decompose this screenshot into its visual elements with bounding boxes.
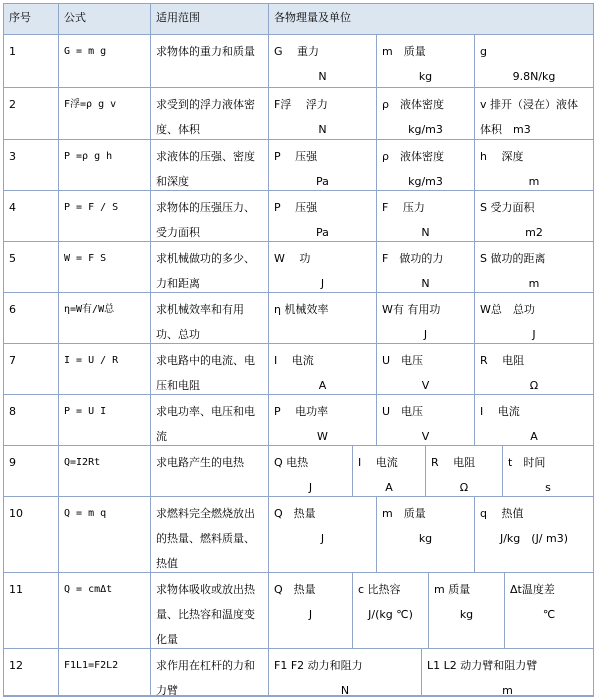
row-formula: F1L1=F2L2	[59, 649, 151, 696]
quantity-cell	[269, 191, 377, 242]
row-formula: G = m g	[59, 35, 151, 88]
quantity-cell	[475, 344, 593, 395]
row-scope: 求液体的压强、密度和深度	[151, 140, 269, 191]
row-formula: F浮=ρ g v	[59, 88, 151, 140]
quantity-unit: kg	[418, 70, 433, 83]
quantity-symbol: W 功	[274, 252, 311, 265]
row-number: 11	[4, 573, 59, 649]
quantity-unit: V	[421, 379, 430, 392]
row-number: 7	[4, 344, 59, 395]
quantity-unit: kg	[459, 608, 474, 621]
quantity-cell	[377, 140, 475, 191]
quantity-symbol: t 时间	[508, 456, 546, 469]
quantity-cell	[475, 497, 593, 573]
quantity-cell	[475, 191, 593, 242]
quantity-cell	[377, 293, 475, 344]
quantity-unit: J	[532, 328, 536, 341]
quantity-unit: N	[340, 684, 350, 696]
quantity-cell	[377, 395, 475, 446]
quantity-symbol: g	[480, 45, 487, 58]
quantity-unit: kg/m3	[408, 123, 443, 136]
header-scope: 适用范围	[151, 4, 269, 35]
row-scope: 求机械做功的多少、力和距离	[151, 242, 269, 293]
quantity-symbol: ρ 液体密度	[382, 150, 444, 163]
quantity-unit: J/kg (J/ m3)	[499, 532, 569, 545]
quantity-cell	[269, 497, 377, 573]
quantity-symbol: F浮 浮力	[274, 98, 328, 111]
quantity-unit: J/(kg ℃)	[368, 608, 413, 621]
row-formula: Q = cmΔt	[59, 573, 151, 649]
row-scope: 求机械效率和有用功、总功	[151, 293, 269, 344]
quantity-unit: Pa	[316, 175, 329, 188]
row-number: 3	[4, 140, 59, 191]
row-number: 1	[4, 35, 59, 88]
row-scope: 求燃料完全燃烧放出的热量、燃料质量、热值	[151, 497, 269, 573]
quantity-unit: N	[318, 123, 327, 136]
quantity-cell	[429, 573, 505, 649]
quantity-cell	[269, 395, 377, 446]
quantity-cell	[269, 446, 353, 497]
quantity-unit: Ω	[459, 481, 469, 494]
quantity-unit: J	[320, 277, 325, 290]
quantity-unit: m	[502, 684, 513, 696]
quantity-cell	[353, 446, 426, 497]
quantity-cell	[269, 649, 422, 696]
quantity-unit: N	[421, 277, 430, 290]
quantity-unit: V	[421, 430, 430, 443]
quantity-unit: N	[318, 70, 327, 83]
row-formula: P = F / S	[59, 191, 151, 242]
quantity-symbol: W有 有用功	[382, 303, 441, 316]
quantity-cell	[475, 88, 593, 140]
quantity-symbol: U 电压	[382, 405, 424, 418]
quantity-unit: A	[318, 379, 327, 392]
quantity-symbol: R 电阻	[480, 354, 525, 367]
quantity-symbol: F1 F2 动力和阻力	[274, 659, 363, 672]
quantity-unit: J	[423, 328, 428, 341]
quantity-symbol: F 压力	[382, 201, 425, 214]
quantity-symbol: S 做功的距离	[480, 252, 546, 265]
quantity-cell	[377, 497, 475, 573]
header-quantities: 各物理量及单位	[269, 4, 593, 35]
quantity-symbol: q 热值	[480, 507, 524, 520]
row-scope: 求电路中的电流、电压和电阻	[151, 344, 269, 395]
quantity-cell	[503, 446, 593, 497]
quantity-cell	[269, 140, 377, 191]
row-scope: 求电路产生的电热	[151, 446, 269, 497]
quantity-cell	[269, 35, 377, 88]
quantity-symbol: W总 总功	[480, 303, 535, 316]
row-number: 6	[4, 293, 59, 344]
row-scope: 求物体吸收或放出热量、比热容和温度变化量	[151, 573, 269, 649]
quantity-symbol: G 重力	[274, 45, 320, 58]
quantity-cell	[377, 88, 475, 140]
quantity-cell	[475, 140, 593, 191]
quantity-cell	[422, 649, 593, 696]
quantity-symbol: m 质量	[382, 507, 426, 520]
quantity-symbol: I 电流	[274, 354, 314, 367]
quantity-cell	[353, 573, 429, 649]
quantity-cell	[475, 395, 593, 446]
quantity-symbol: I 电流	[480, 405, 520, 418]
quantity-symbol: Q 热量	[274, 507, 316, 520]
row-number: 2	[4, 88, 59, 140]
quantity-unit: J	[308, 481, 313, 494]
quantity-symbol: Q 热量	[274, 583, 316, 596]
quantity-unit: J	[320, 532, 325, 545]
quantity-cell	[269, 344, 377, 395]
quantity-symbol: Q 电热	[274, 456, 309, 469]
quantity-cell	[475, 293, 593, 344]
quantity-cell	[475, 242, 593, 293]
row-number: 8	[4, 395, 59, 446]
quantity-unit: m	[528, 175, 540, 188]
row-number: 9	[4, 446, 59, 497]
physics-formula-table	[3, 3, 594, 697]
quantity-symbol: P 压强	[274, 150, 318, 163]
row-scope: 求物体的重力和质量	[151, 35, 269, 88]
row-number: 4	[4, 191, 59, 242]
quantity-unit: A	[385, 481, 393, 494]
header-number: 序号	[4, 4, 59, 35]
quantity-unit: m	[528, 277, 540, 290]
quantity-cell	[377, 35, 475, 88]
quantity-cell	[377, 242, 475, 293]
quantity-cell	[377, 191, 475, 242]
row-number: 5	[4, 242, 59, 293]
row-formula: P =ρ g h	[59, 140, 151, 191]
quantity-cell	[269, 573, 353, 649]
quantity-cell	[426, 446, 503, 497]
quantity-symbol: m 质量	[382, 45, 426, 58]
quantity-symbol: L1 L2 动力臂和阻力臂	[427, 659, 538, 672]
quantity-unit: Ω	[529, 379, 539, 392]
quantity-symbol: I 电流	[358, 456, 398, 469]
row-scope: 求作用在杠杆的力和力臂	[151, 649, 269, 696]
row-formula: η=W有/W总	[59, 293, 151, 344]
row-formula: Q=I2Rt	[59, 446, 151, 497]
row-formula: I = U / R	[59, 344, 151, 395]
quantity-cell	[269, 293, 377, 344]
row-formula: Q = m q	[59, 497, 151, 573]
quantity-unit: m2	[525, 226, 543, 239]
row-scope: 求物体的压强压力、受力面积	[151, 191, 269, 242]
quantity-symbol: v 排开（浸在）液体体积 m3	[480, 98, 579, 136]
quantity-cell	[475, 35, 593, 88]
quantity-unit: Pa	[316, 226, 329, 239]
quantity-unit: 9.8N/kg	[512, 70, 556, 83]
quantity-cell	[377, 344, 475, 395]
row-number: 10	[4, 497, 59, 573]
quantity-unit: kg	[418, 532, 433, 545]
quantity-symbol: m 质量	[434, 583, 471, 596]
quantity-cell	[505, 573, 593, 649]
quantity-cell	[269, 88, 377, 140]
quantity-symbol: η 机械效率	[274, 303, 329, 316]
quantity-unit: s	[545, 481, 551, 494]
quantity-unit: A	[530, 430, 538, 443]
quantity-unit: J	[308, 608, 313, 621]
quantity-symbol: U 电压	[382, 354, 424, 367]
row-formula: W = F S	[59, 242, 151, 293]
row-scope: 求电功率、电压和电流	[151, 395, 269, 446]
quantity-symbol: P 压强	[274, 201, 318, 214]
quantity-symbol: c 比热容	[358, 583, 401, 596]
quantity-symbol: F 做功的力	[382, 252, 444, 265]
quantity-symbol: ρ 液体密度	[382, 98, 444, 111]
quantity-cell	[269, 242, 377, 293]
quantity-symbol: R 电阻	[431, 456, 476, 469]
quantity-symbol: h 深度	[480, 150, 524, 163]
header-formula: 公式	[59, 4, 151, 35]
row-number: 12	[4, 649, 59, 696]
quantity-unit: kg/m3	[408, 175, 443, 188]
row-scope: 求受到的浮力液体密度、体积	[151, 88, 269, 140]
quantity-symbol: Δt温度差	[510, 583, 555, 596]
row-formula: P = U I	[59, 395, 151, 446]
quantity-unit: ℃	[542, 608, 556, 621]
quantity-symbol: S 受力面积	[480, 201, 535, 214]
quantity-unit: W	[317, 430, 328, 443]
quantity-unit: N	[421, 226, 430, 239]
quantity-symbol: P 电功率	[274, 405, 329, 418]
